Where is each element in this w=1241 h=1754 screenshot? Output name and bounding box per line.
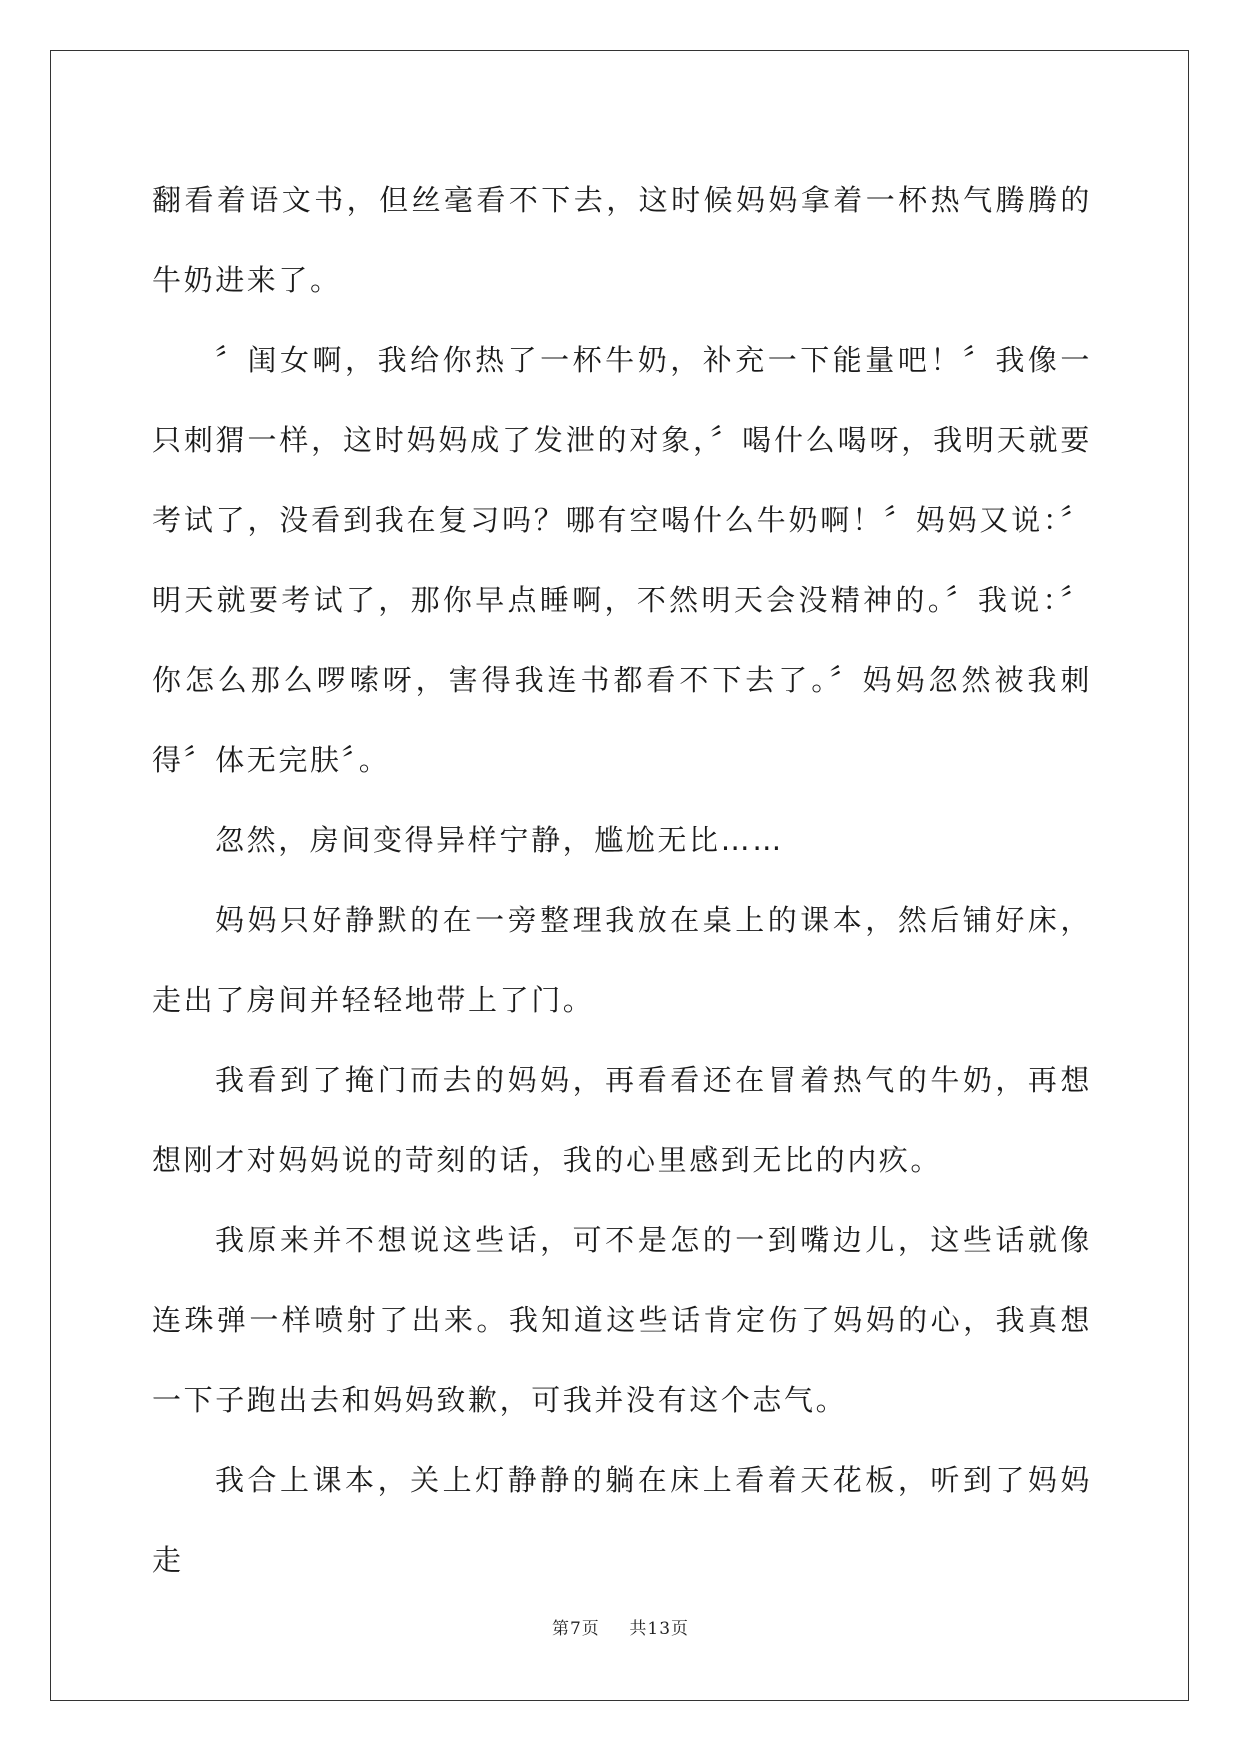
paragraph-3: 忽然，房间变得异样宁静，尴尬无比…… bbox=[215, 823, 784, 857]
current-page-number: 第7页 bbox=[551, 1619, 600, 1639]
total-page-count: 共13页 bbox=[629, 1619, 690, 1639]
paragraph-5: 我看到了掩门而去的妈妈，再看看还在冒着热气的牛奶，再想想刚才对妈妈说的苛刻的话，我的心里感到无比的内疚。 bbox=[152, 1063, 1092, 1177]
page-footer bbox=[0, 1614, 1241, 1639]
document-body bbox=[152, 160, 1092, 1600]
paragraph-1: 翻看着语文书，但丝毫看不下去，这时候妈妈拿着一杯热气腾腾的牛奶进来了。 bbox=[152, 183, 1092, 297]
paragraph-6: 我原来并不想说这些话，可不是怎的一到嘴边儿，这些话就像连珠弹一样喷射了出来。我知道这些话肯定伤了妈妈的心，我真想一下子跑出去和妈妈致歉，可我并没有这个志气。 bbox=[152, 1223, 1092, 1417]
paragraph-2: 〞闺女啊，我给你热了一杯牛奶，补充一下能量吧！〞我像一只刺猬一样，这时妈妈成了发泄的对象，〞喝什么喝呀，我明天就要考试了，没看到我在复习吗？哪有空喝什么牛奶啊！〞妈妈又说：〞明天就要考试了，那你早点睡啊，不然明天会没精神的。〞我说：〞你怎么那么啰嗦呀，害得我连书都看不下去了。〞妈妈忽然被我刺得〞体无完肤〞。 bbox=[152, 343, 1092, 777]
paragraph-4: 妈妈只好静默的在一旁整理我放在桌上的课本，然后铺好床，走出了房间并轻轻地带上了门。 bbox=[152, 903, 1092, 1017]
paragraph-7: 我合上课本，关上灯静静的躺在床上看着天花板，听到了妈妈走 bbox=[152, 1463, 1092, 1577]
